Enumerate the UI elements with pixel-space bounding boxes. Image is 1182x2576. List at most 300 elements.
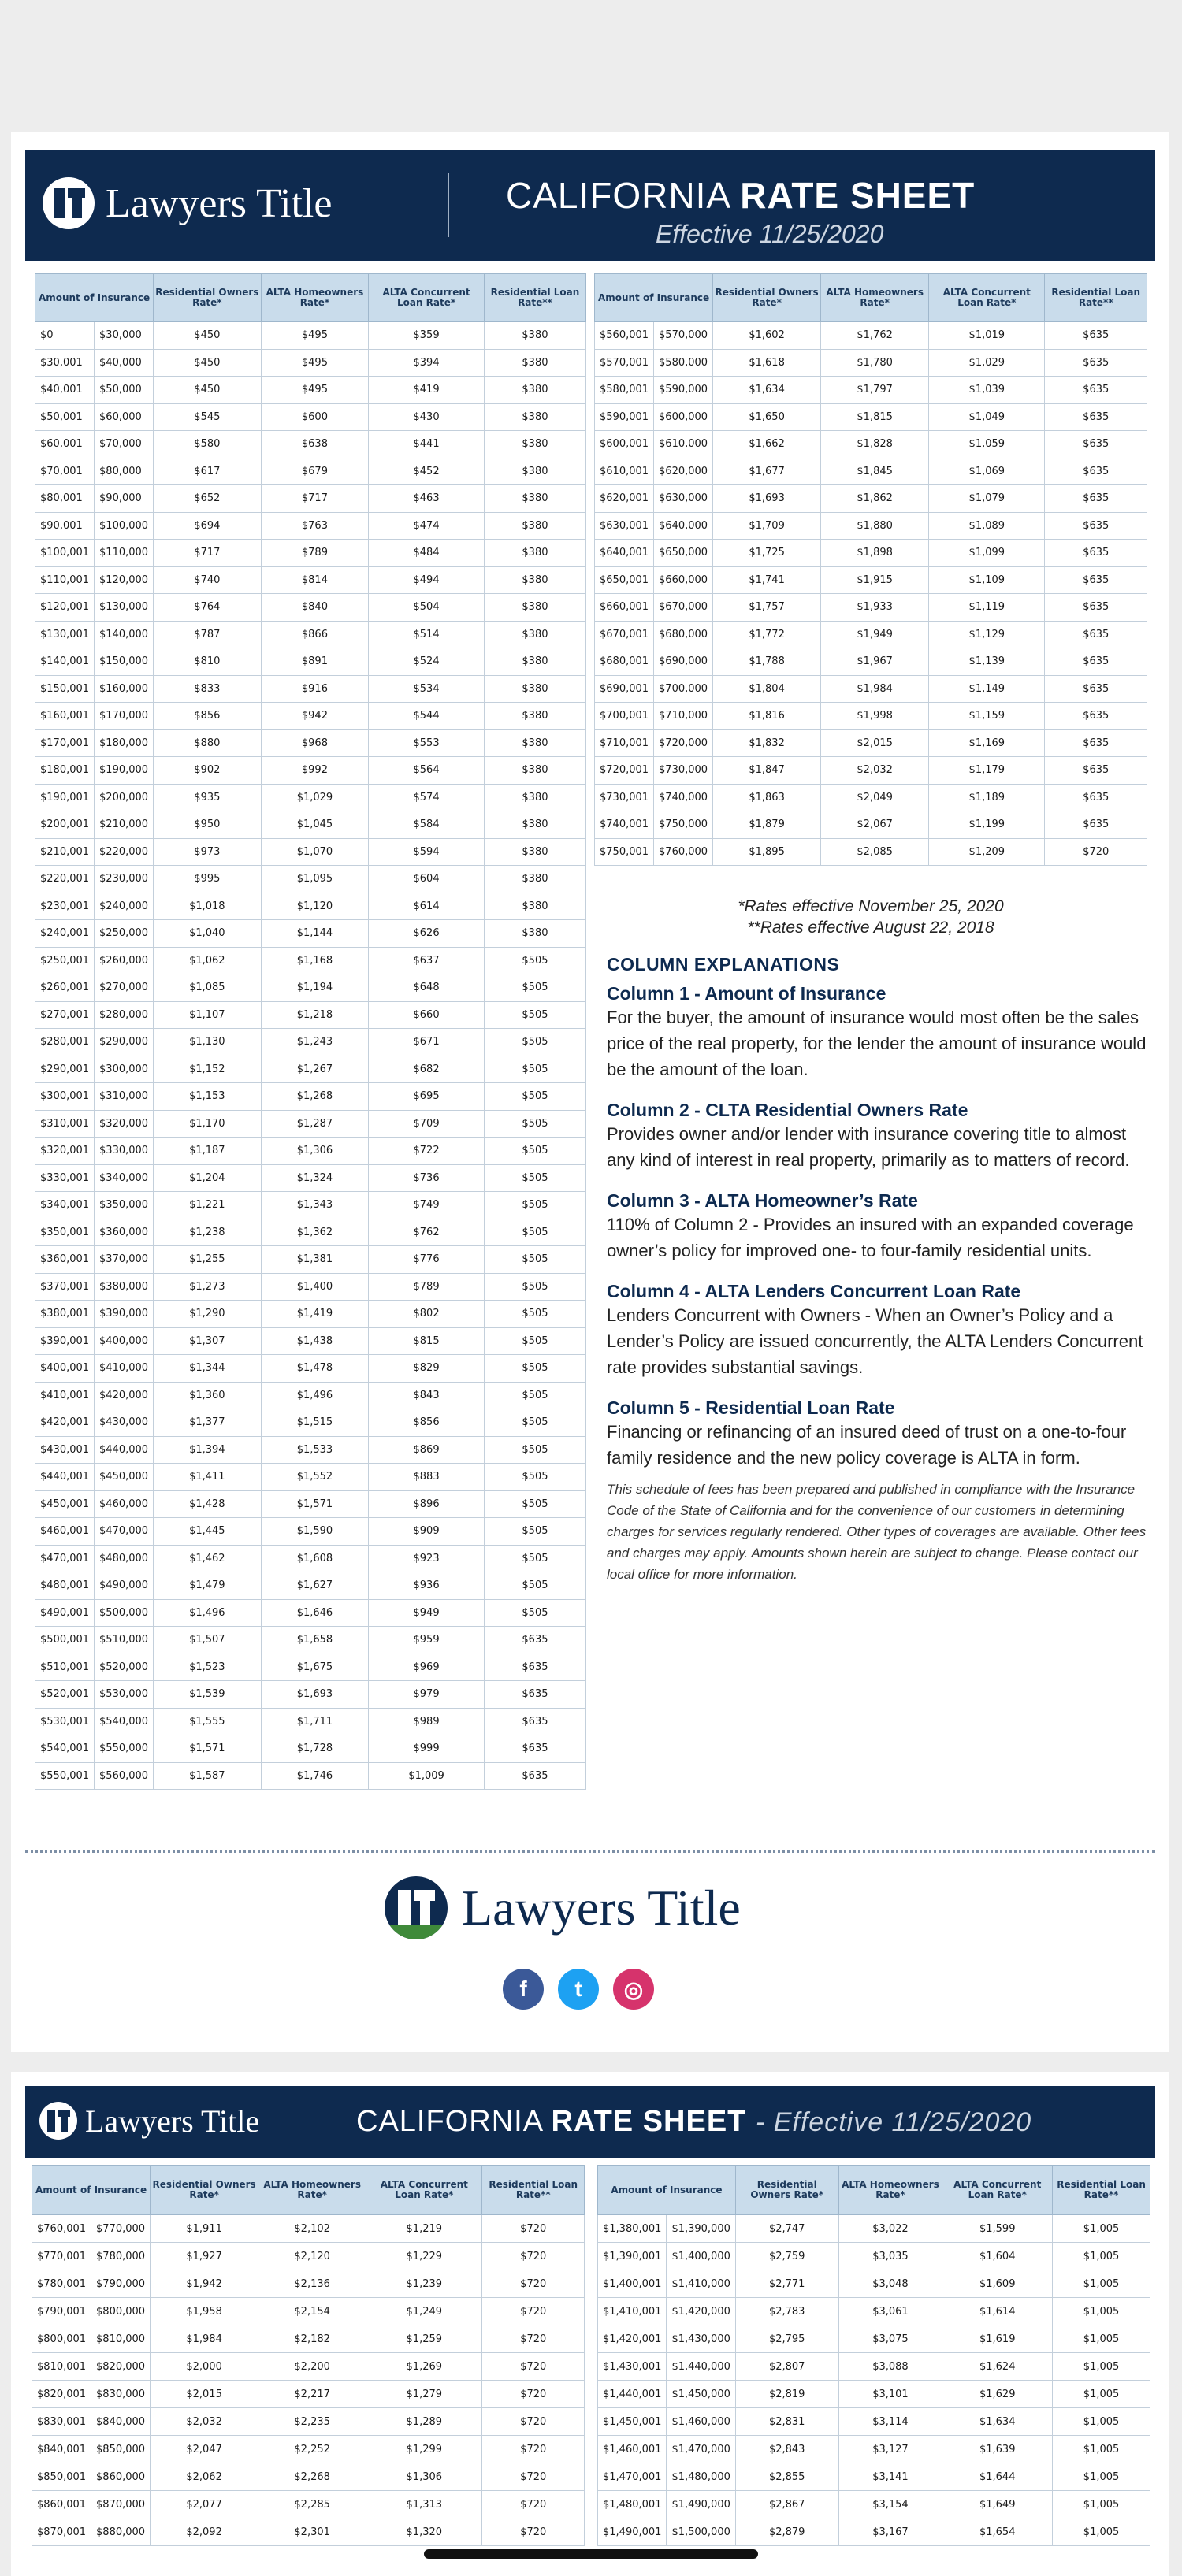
amount-cell: $320,001 bbox=[35, 1138, 95, 1165]
amount-cell: $330,000 bbox=[95, 1138, 154, 1165]
brand-logo bbox=[39, 2102, 259, 2140]
rate-cell: $2,015 bbox=[151, 2381, 258, 2408]
table-row bbox=[32, 2270, 585, 2298]
amount-cell: $580,001 bbox=[595, 377, 654, 404]
rate-cell: $635 bbox=[1045, 485, 1147, 513]
amount-cell: $1,470,000 bbox=[667, 2436, 735, 2463]
amount-cell: $230,001 bbox=[35, 893, 95, 920]
amount-cell: $70,000 bbox=[95, 431, 154, 458]
rate-cell: $380 bbox=[484, 458, 585, 485]
column-header: Residential Owners Rate* bbox=[154, 274, 262, 322]
amount-cell: $160,001 bbox=[35, 703, 95, 730]
amount-cell: $220,000 bbox=[95, 838, 154, 866]
rate-cell: $2,843 bbox=[735, 2436, 838, 2463]
rate-cell: $682 bbox=[369, 1056, 485, 1083]
table-row bbox=[595, 729, 1147, 757]
explanation-title: Column 5 - Residential Loan Rate bbox=[607, 1397, 895, 1418]
rate-cell: $505 bbox=[484, 1382, 585, 1409]
amount-cell: $290,001 bbox=[35, 1056, 95, 1083]
rate-cell: $3,114 bbox=[838, 2408, 942, 2436]
rate-cell: $923 bbox=[369, 1545, 485, 1572]
rate-cell: $763 bbox=[261, 512, 369, 540]
rate-cell: $789 bbox=[369, 1273, 485, 1301]
lawyers-title-logo-icon bbox=[39, 2102, 77, 2140]
amount-cell: $180,001 bbox=[35, 757, 95, 785]
rate-cell: $1,599 bbox=[942, 2215, 1053, 2243]
amount-cell: $140,000 bbox=[95, 621, 154, 648]
rate-cell: $1,394 bbox=[154, 1436, 262, 1464]
rate-cell: $635 bbox=[1045, 648, 1147, 676]
rate-cell: $1,199 bbox=[929, 811, 1045, 839]
rate-cell: $949 bbox=[369, 1599, 485, 1627]
amount-cell: $480,001 bbox=[35, 1572, 95, 1600]
column-header: Amount of Insurance bbox=[595, 274, 713, 322]
table-row bbox=[595, 377, 1147, 404]
title-light: CALIFORNIA bbox=[356, 2105, 542, 2138]
rate-cell: $1,608 bbox=[261, 1545, 369, 1572]
amount-cell: $670,000 bbox=[654, 594, 713, 622]
brand-logo bbox=[43, 177, 332, 229]
rate-cell: $1,762 bbox=[821, 322, 929, 350]
rate-cell: $1,507 bbox=[154, 1627, 262, 1654]
rate-cell: $580 bbox=[154, 431, 262, 458]
table-row bbox=[35, 566, 586, 594]
rate-cell: $1,618 bbox=[713, 349, 821, 377]
rate-cell: $1,005 bbox=[1053, 2381, 1150, 2408]
column-header: Residential Loan Rate** bbox=[482, 2166, 585, 2215]
amount-cell: $530,001 bbox=[35, 1708, 95, 1735]
rate-cell: $584 bbox=[369, 811, 485, 839]
rate-table-right bbox=[597, 2165, 1150, 2546]
amount-cell: $160,000 bbox=[95, 675, 154, 703]
rate-cell: $614 bbox=[369, 893, 485, 920]
rate-cell: $3,075 bbox=[838, 2325, 942, 2353]
amount-cell: $740,000 bbox=[654, 784, 713, 811]
rate-cell: $635 bbox=[1045, 621, 1147, 648]
table-row bbox=[35, 621, 586, 648]
rate-cell: $968 bbox=[261, 729, 369, 757]
amount-cell: $700,001 bbox=[595, 703, 654, 730]
rate-cell: $1,249 bbox=[366, 2298, 482, 2325]
rate-cell: $2,085 bbox=[821, 838, 929, 866]
table-row bbox=[598, 2491, 1150, 2518]
amount-cell: $30,000 bbox=[95, 322, 154, 350]
table-row bbox=[598, 2518, 1150, 2546]
rate-cell: $635 bbox=[1045, 757, 1147, 785]
rate-cell: $1,039 bbox=[929, 377, 1045, 404]
table-row bbox=[35, 811, 586, 839]
rate-cell: $1,604 bbox=[942, 2243, 1053, 2270]
rate-cell: $1,942 bbox=[151, 2270, 258, 2298]
amount-cell: $1,420,001 bbox=[598, 2325, 667, 2353]
rate-cell: $1,179 bbox=[929, 757, 1045, 785]
table-row bbox=[35, 893, 586, 920]
table-row bbox=[598, 2408, 1150, 2436]
rate-cell: $495 bbox=[261, 377, 369, 404]
amount-cell: $180,000 bbox=[95, 729, 154, 757]
rate-cell: $1,005 bbox=[1053, 2270, 1150, 2298]
rate-cell: $1,609 bbox=[942, 2270, 1053, 2298]
amount-cell: $460,000 bbox=[95, 1490, 154, 1518]
rate-cell: $359 bbox=[369, 322, 485, 350]
amount-cell: $280,001 bbox=[35, 1029, 95, 1056]
rate-cell: $1,344 bbox=[154, 1355, 262, 1383]
table-header-row bbox=[35, 274, 586, 322]
amount-cell: $150,000 bbox=[95, 648, 154, 676]
rate-cell: $450 bbox=[154, 377, 262, 404]
table-row bbox=[595, 322, 1147, 350]
amount-cell: $1,460,001 bbox=[598, 2436, 667, 2463]
rate-cell: $1,062 bbox=[154, 947, 262, 974]
rate-cell: $1,005 bbox=[1053, 2491, 1150, 2518]
rate-cell: $720 bbox=[482, 2353, 585, 2381]
rate-cell: $380 bbox=[484, 485, 585, 513]
table-row bbox=[32, 2325, 585, 2353]
rate-cell: $694 bbox=[154, 512, 262, 540]
amount-cell: $380,001 bbox=[35, 1301, 95, 1328]
rate-cell: $1,629 bbox=[942, 2381, 1053, 2408]
table-row bbox=[35, 1409, 586, 1437]
amount-cell: $340,000 bbox=[95, 1164, 154, 1192]
rate-cell: $1,313 bbox=[366, 2491, 482, 2518]
table-row bbox=[598, 2298, 1150, 2325]
amount-cell: $220,001 bbox=[35, 866, 95, 893]
explanations-heading: COLUMN EXPLANATIONS bbox=[607, 954, 840, 974]
rate-cell: $635 bbox=[1045, 377, 1147, 404]
amount-cell: $540,001 bbox=[35, 1735, 95, 1763]
table-row bbox=[35, 1654, 586, 1681]
rate-cell: $1,552 bbox=[261, 1464, 369, 1491]
amount-cell: $810,001 bbox=[32, 2353, 91, 2381]
amount-cell: $550,000 bbox=[95, 1735, 154, 1763]
rate-cell: $2,000 bbox=[151, 2353, 258, 2381]
rate-cell: $1,862 bbox=[821, 485, 929, 513]
rate-cell: $380 bbox=[484, 621, 585, 648]
rate-cell: $1,741 bbox=[713, 566, 821, 594]
amount-cell: $860,000 bbox=[91, 2463, 151, 2491]
rate-cell: $3,048 bbox=[838, 2270, 942, 2298]
table-row bbox=[35, 1708, 586, 1735]
amount-cell: $1,430,001 bbox=[598, 2353, 667, 2381]
rate-cell: $2,092 bbox=[151, 2518, 258, 2546]
rate-cell: $1,268 bbox=[261, 1083, 369, 1111]
rate-cell: $1,209 bbox=[929, 838, 1045, 866]
rate-cell: $1,879 bbox=[713, 811, 821, 839]
rate-cell: $3,154 bbox=[838, 2491, 942, 2518]
table-row bbox=[35, 920, 586, 948]
amount-cell: $260,001 bbox=[35, 974, 95, 1002]
amount-cell: $1,390,001 bbox=[598, 2243, 667, 2270]
amount-cell: $1,420,000 bbox=[667, 2298, 735, 2325]
amount-cell: $1,500,000 bbox=[667, 2518, 735, 2546]
rate-table-left bbox=[32, 2165, 585, 2546]
amount-cell: $580,000 bbox=[654, 349, 713, 377]
rate-cell: $1,324 bbox=[261, 1164, 369, 1192]
rate-cell: $866 bbox=[261, 621, 369, 648]
amount-cell: $870,000 bbox=[91, 2491, 151, 2518]
rate-cell: $2,154 bbox=[258, 2298, 366, 2325]
table-row bbox=[35, 1545, 586, 1572]
rate-cell: $1,187 bbox=[154, 1138, 262, 1165]
rate-cell: $1,169 bbox=[929, 729, 1045, 757]
disclaimer: This schedule of fees has been prepared and published in compliance with the Insurance Code of the State of California and for the convenience of our customers in determining charges for services regularly rendered. Other types of coverages are available. Other fees and charges may apply. Amounts shown herein are subject to change. Please contact our local office for more information. bbox=[607, 1482, 1147, 1582]
rate-cell: $505 bbox=[484, 1327, 585, 1355]
rate-cell: $1,847 bbox=[713, 757, 821, 785]
table-row bbox=[598, 2243, 1150, 2270]
rate-cell: $1,243 bbox=[261, 1029, 369, 1056]
amount-cell: $280,000 bbox=[95, 1001, 154, 1029]
table-row bbox=[32, 2381, 585, 2408]
rate-cell: $1,139 bbox=[929, 648, 1045, 676]
amount-cell: $760,001 bbox=[32, 2215, 91, 2243]
page-title bbox=[356, 2105, 1031, 2139]
rate-cell: $1,089 bbox=[929, 512, 1045, 540]
amount-cell: $820,001 bbox=[32, 2381, 91, 2408]
amount-cell: $620,000 bbox=[654, 458, 713, 485]
table-row bbox=[598, 2215, 1150, 2243]
rate-cell: $545 bbox=[154, 403, 262, 431]
amount-cell: $290,000 bbox=[95, 1029, 154, 1056]
rate-cell: $1,445 bbox=[154, 1518, 262, 1546]
table-row bbox=[595, 811, 1147, 839]
amount-cell: $210,000 bbox=[95, 811, 154, 839]
rate-cell: $1,360 bbox=[154, 1382, 262, 1409]
table-row bbox=[35, 540, 586, 567]
amount-cell: $830,001 bbox=[32, 2408, 91, 2436]
amount-cell: $850,001 bbox=[32, 2463, 91, 2491]
column-header: ALTA Homeowners Rate* bbox=[258, 2166, 366, 2215]
rate-cell: $1,649 bbox=[942, 2491, 1053, 2518]
rate-cell: $1,107 bbox=[154, 1001, 262, 1029]
rate-cell: $1,658 bbox=[261, 1627, 369, 1654]
rate-cell: $380 bbox=[484, 431, 585, 458]
rate-cell: $720 bbox=[482, 2408, 585, 2436]
rate-cell: $1,189 bbox=[929, 784, 1045, 811]
explanation-text: Provides owner and/or lender with insurance covering title to almost any kind of interest in real property, primarily as to matters of record. bbox=[607, 1124, 1130, 1170]
rate-cell: $1,005 bbox=[1053, 2215, 1150, 2243]
rate-cell: $1,005 bbox=[1053, 2243, 1150, 2270]
rate-cell: $635 bbox=[484, 1681, 585, 1709]
table-row bbox=[35, 594, 586, 622]
table-row bbox=[35, 1001, 586, 1029]
lawyers-title-logo-icon bbox=[43, 177, 95, 229]
table-row bbox=[598, 2381, 1150, 2408]
table-row bbox=[595, 540, 1147, 567]
amount-cell: $630,001 bbox=[595, 512, 654, 540]
rate-cell: $635 bbox=[1045, 349, 1147, 377]
table-row bbox=[35, 866, 586, 893]
amount-cell: $40,001 bbox=[35, 377, 95, 404]
amount-cell: $270,001 bbox=[35, 1001, 95, 1029]
rate-cell: $1,400 bbox=[261, 1273, 369, 1301]
effective-date: Effective 11/25/2020 bbox=[656, 220, 884, 248]
table-row bbox=[35, 349, 586, 377]
rate-sheet-page-1 bbox=[11, 132, 1169, 2052]
rate-cell: $495 bbox=[261, 349, 369, 377]
table-row bbox=[595, 349, 1147, 377]
table-row bbox=[35, 1029, 586, 1056]
table-row bbox=[35, 485, 586, 513]
table-row bbox=[32, 2298, 585, 2325]
rate-cell: $1,029 bbox=[929, 349, 1045, 377]
rate-cell: $999 bbox=[369, 1735, 485, 1763]
rate-cell: $2,795 bbox=[735, 2325, 838, 2353]
table-row bbox=[35, 431, 586, 458]
rate-cell: $1,005 bbox=[1053, 2463, 1150, 2491]
column-header: Residential Loan Rate** bbox=[1045, 274, 1147, 322]
rate-cell: $1,478 bbox=[261, 1355, 369, 1383]
amount-cell: $400,000 bbox=[95, 1327, 154, 1355]
rate-cell: $671 bbox=[369, 1029, 485, 1056]
note-current: *Rates effective November 25, 2020 bbox=[738, 897, 1004, 915]
amount-cell: $1,490,000 bbox=[667, 2491, 735, 2518]
twitter-icon[interactable]: t bbox=[558, 1969, 599, 2010]
rate-cell: $2,879 bbox=[735, 2518, 838, 2546]
table-row bbox=[35, 757, 586, 785]
table-row bbox=[595, 485, 1147, 513]
rate-cell: $1,218 bbox=[261, 1001, 369, 1029]
rate-cell: $450 bbox=[154, 322, 262, 350]
rate-cell: $1,411 bbox=[154, 1464, 262, 1491]
rate-cell: $450 bbox=[154, 349, 262, 377]
home-indicator[interactable] bbox=[424, 2549, 758, 2559]
rate-cell: $441 bbox=[369, 431, 485, 458]
rate-cell: $2,015 bbox=[821, 729, 929, 757]
table-row bbox=[598, 2353, 1150, 2381]
rate-cell: $505 bbox=[484, 1164, 585, 1192]
table-row bbox=[35, 403, 586, 431]
rate-cell: $720 bbox=[482, 2215, 585, 2243]
rate-cell: $883 bbox=[369, 1464, 485, 1491]
amount-cell: $460,001 bbox=[35, 1518, 95, 1546]
rate-cell: $3,035 bbox=[838, 2243, 942, 2270]
amount-cell: $850,000 bbox=[91, 2436, 151, 2463]
amount-cell: $590,001 bbox=[595, 403, 654, 431]
rate-cell: $2,047 bbox=[151, 2436, 258, 2463]
table-row bbox=[595, 838, 1147, 866]
rate-cell: $635 bbox=[1045, 594, 1147, 622]
rate-cell: $1,019 bbox=[929, 322, 1045, 350]
amount-cell: $330,001 bbox=[35, 1164, 95, 1192]
column-header: ALTA Homeowners Rate* bbox=[838, 2166, 942, 2215]
amount-cell: $1,440,001 bbox=[598, 2381, 667, 2408]
amount-cell: $340,001 bbox=[35, 1192, 95, 1219]
amount-cell: $490,001 bbox=[35, 1599, 95, 1627]
amount-cell: $350,001 bbox=[35, 1219, 95, 1246]
rate-cell: $740 bbox=[154, 566, 262, 594]
rate-cell: $1,221 bbox=[154, 1192, 262, 1219]
rate-cell: $802 bbox=[369, 1301, 485, 1328]
title-bold: RATE SHEET bbox=[740, 175, 976, 216]
amount-cell: $790,001 bbox=[32, 2298, 91, 2325]
amount-cell: $150,001 bbox=[35, 675, 95, 703]
amount-cell: $420,001 bbox=[35, 1409, 95, 1437]
table-row bbox=[35, 1627, 586, 1654]
column-header: ALTA Homeowners Rate* bbox=[821, 274, 929, 322]
amount-cell: $400,001 bbox=[35, 1355, 95, 1383]
rate-cell: $1,040 bbox=[154, 920, 262, 948]
rate-cell: $1,728 bbox=[261, 1735, 369, 1763]
rate-cell: $1,644 bbox=[942, 2463, 1053, 2491]
footer-brand-name: Lawyers Title bbox=[462, 1880, 741, 1936]
rate-cell: $380 bbox=[484, 322, 585, 350]
table-row bbox=[35, 1083, 586, 1111]
rate-cell: $635 bbox=[1045, 403, 1147, 431]
rate-cell: $635 bbox=[1045, 729, 1147, 757]
rate-cell: $720 bbox=[482, 2436, 585, 2463]
rate-cell: $891 bbox=[261, 648, 369, 676]
amount-cell: $570,001 bbox=[595, 349, 654, 377]
instagram-icon[interactable]: ◎ bbox=[613, 1969, 654, 2010]
rate-cell: $1,828 bbox=[821, 431, 929, 458]
rate-cell: $505 bbox=[484, 1001, 585, 1029]
rate-cell: $635 bbox=[1045, 675, 1147, 703]
amount-cell: $640,000 bbox=[654, 512, 713, 540]
rate-cell: $916 bbox=[261, 675, 369, 703]
rate-cell: $2,301 bbox=[258, 2518, 366, 2546]
rate-cell: $380 bbox=[484, 893, 585, 920]
rate-cell: $1,634 bbox=[942, 2408, 1053, 2436]
table-row bbox=[35, 377, 586, 404]
table-row bbox=[32, 2243, 585, 2270]
rate-cell: $2,855 bbox=[735, 2463, 838, 2491]
rate-cell: $1,239 bbox=[366, 2270, 482, 2298]
rate-cell: $720 bbox=[1045, 838, 1147, 866]
table-row bbox=[35, 1219, 586, 1246]
amount-cell: $370,000 bbox=[95, 1246, 154, 1274]
rate-cell: $380 bbox=[484, 512, 585, 540]
rate-cell: $1,815 bbox=[821, 403, 929, 431]
rate-cell: $1,289 bbox=[366, 2408, 482, 2436]
amount-cell: $440,000 bbox=[95, 1436, 154, 1464]
amount-cell: $770,001 bbox=[32, 2243, 91, 2270]
amount-cell: $560,001 bbox=[595, 322, 654, 350]
rate-cell: $635 bbox=[1045, 431, 1147, 458]
rate-cell: $463 bbox=[369, 485, 485, 513]
header-divider bbox=[448, 173, 449, 237]
rate-cell: $843 bbox=[369, 1382, 485, 1409]
facebook-icon[interactable]: f bbox=[503, 1969, 544, 2010]
rate-cell: $1,018 bbox=[154, 893, 262, 920]
effective-date: - Effective 11/25/2020 bbox=[755, 2107, 1032, 2137]
amount-cell: $500,000 bbox=[95, 1599, 154, 1627]
rate-cell: $648 bbox=[369, 974, 485, 1002]
amount-cell: $190,000 bbox=[95, 757, 154, 785]
rate-cell: $942 bbox=[261, 703, 369, 730]
amount-cell: $370,001 bbox=[35, 1273, 95, 1301]
rate-cell: $762 bbox=[369, 1219, 485, 1246]
rate-cell: $1,219 bbox=[366, 2215, 482, 2243]
amount-cell: $1,440,000 bbox=[667, 2353, 735, 2381]
rate-cell: $2,077 bbox=[151, 2491, 258, 2518]
rate-cell: $1,650 bbox=[713, 403, 821, 431]
rate-cell: $1,238 bbox=[154, 1219, 262, 1246]
amount-cell: $790,000 bbox=[91, 2270, 151, 2298]
rate-cell: $1,927 bbox=[151, 2243, 258, 2270]
amount-cell: $350,000 bbox=[95, 1192, 154, 1219]
amount-cell: $1,390,000 bbox=[667, 2215, 735, 2243]
rate-cell: $504 bbox=[369, 594, 485, 622]
explanation-text: 110% of Column 2 - Provides an insured with an expanded coverage owner’s policy for improved one- to four-family residential units. bbox=[607, 1215, 1134, 1260]
rate-cell: $484 bbox=[369, 540, 485, 567]
amount-cell: $60,001 bbox=[35, 431, 95, 458]
table-row bbox=[595, 784, 1147, 811]
rate-cell: $505 bbox=[484, 1029, 585, 1056]
explanation-title: Column 1 - Amount of Insurance bbox=[607, 983, 886, 1004]
rate-cell: $1,614 bbox=[942, 2298, 1053, 2325]
rate-cell: $380 bbox=[484, 377, 585, 404]
table-row bbox=[595, 431, 1147, 458]
